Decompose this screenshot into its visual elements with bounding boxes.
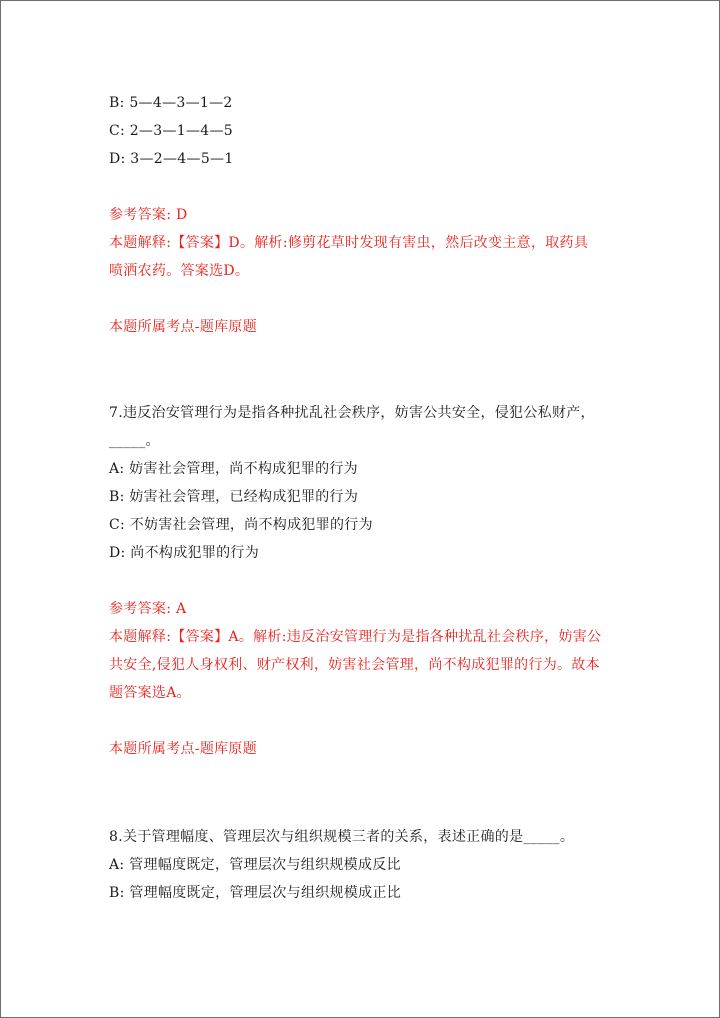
q6-source: 本题所属考点-题库原题	[109, 319, 258, 335]
q7-stem-line2: _____。	[109, 433, 160, 449]
q7-option-b: B: 妨害社会管理，已经构成犯罪的行为	[109, 489, 359, 505]
q6-answer: 参考答案: D	[109, 207, 188, 223]
q7-option-a: A: 妨害社会管理，尚不构成犯罪的行为	[109, 461, 358, 477]
q8-stem-line1: 8.关于管理幅度、管理层次与组织规模三者的关系，表述正确的是_____。	[109, 829, 575, 845]
q7-explanation-line1: 本题解释:【答案】A。解析:违反治安管理行为是指各种扰乱社会秩序，妨害公	[109, 629, 602, 645]
q7-explanation-line2: 共安全,侵犯人身权利、财产权利，妨害社会管理，尚不构成犯罪的行为。故本	[109, 657, 600, 673]
q7-source: 本题所属考点-题库原题	[109, 741, 258, 757]
q8-option-b: B: 管理幅度既定，管理层次与组织规模成正比	[109, 885, 402, 901]
q7-explanation-line3: 题答案选A。	[109, 685, 191, 701]
q7-option-d: D: 尚不构成犯罪的行为	[109, 545, 259, 561]
q6-option-d: D: 3—2—4—5—1	[109, 151, 234, 167]
q6-option-c: C: 2—3—1—4—5	[109, 123, 234, 139]
q7-option-c: C: 不妨害社会管理，尚不构成犯罪的行为	[109, 517, 373, 533]
q7-stem-line1: 7.违反治安管理行为是指各种扰乱社会秩序，妨害公共安全，侵犯公私财产，	[109, 405, 595, 421]
q6-explanation-line2: 喷洒农药。答案选D。	[109, 263, 250, 279]
q7-answer: 参考答案: A	[109, 601, 187, 617]
q6-option-b: B: 5—4—3—1—2	[109, 95, 233, 111]
q6-explanation-line1: 本题解释:【答案】D。解析:修剪花草时发现有害虫，然后改变主意，取药具	[109, 235, 589, 251]
q8-option-a: A: 管理幅度既定，管理层次与组织规模成反比	[109, 857, 401, 873]
